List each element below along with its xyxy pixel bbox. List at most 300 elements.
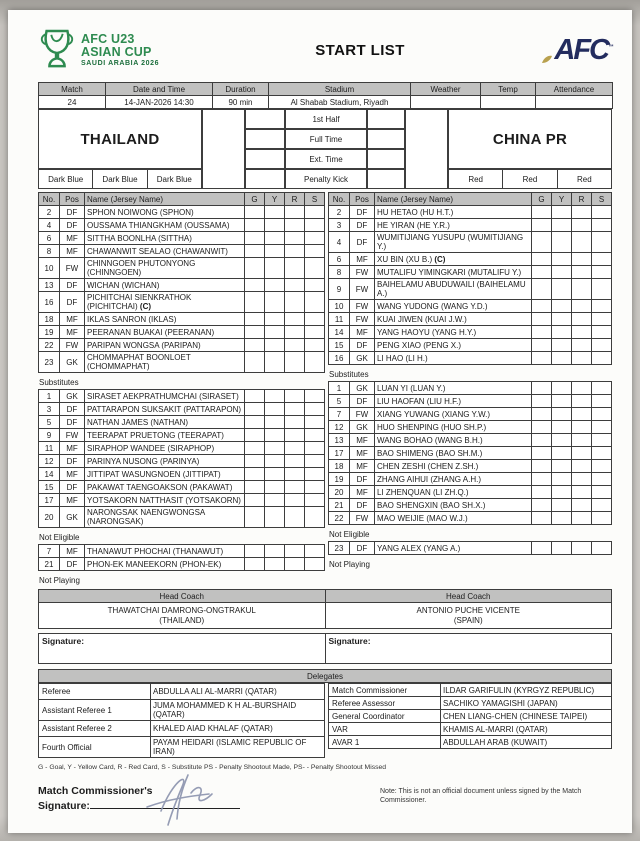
- goal-cell: [532, 232, 552, 253]
- substitute-cell: [592, 542, 612, 555]
- substitute-cell: [592, 232, 612, 253]
- player-position: GK: [60, 352, 85, 373]
- player-row: [329, 326, 612, 339]
- yellow-card-cell: [265, 352, 285, 373]
- red-card-cell: [572, 266, 592, 279]
- official-role: Assistant Referee 1: [39, 700, 151, 721]
- player-number: 19: [329, 473, 350, 486]
- player-position: MF: [60, 326, 85, 339]
- goal-cell: [532, 313, 552, 326]
- match-date-time: 14-JAN-2026 14:30: [106, 96, 213, 109]
- player-name: [375, 339, 532, 352]
- yellow-card-cell: [265, 279, 285, 292]
- substitute-cell: [592, 219, 612, 232]
- player-name: [375, 447, 532, 460]
- match-stadium: Al Shabab Stadium, Riyadh: [269, 96, 411, 109]
- red-card-cell: [285, 232, 305, 245]
- red-card-cell: [285, 507, 305, 528]
- player-position: FW: [60, 258, 85, 279]
- yellow-card-cell: [552, 326, 572, 339]
- player-number: 22: [329, 512, 350, 525]
- handwritten-signature: [133, 771, 243, 829]
- player-name: [375, 434, 532, 447]
- yellow-card-cell: [552, 395, 572, 408]
- goal-cell: [532, 300, 552, 313]
- goal-cell: [532, 499, 552, 512]
- substitute-cell: [592, 313, 612, 326]
- mc-signature-label-line2: Signature:: [38, 800, 90, 812]
- tournament-name-line1: AFC U23: [81, 32, 135, 47]
- away-coach-country: (SPAIN): [453, 615, 483, 625]
- red-header: R: [285, 193, 305, 206]
- player-name: [85, 245, 245, 258]
- red-card-cell: [572, 395, 592, 408]
- player-number: 17: [39, 494, 60, 507]
- goal-cell: [245, 279, 265, 292]
- player-number: 20: [39, 507, 60, 528]
- red-card-cell: [572, 339, 592, 352]
- player-number: 18: [329, 460, 350, 473]
- substitute-cell: [305, 219, 325, 232]
- player-position: DF: [60, 219, 85, 232]
- player-number: 8: [39, 245, 60, 258]
- goal-cell: [245, 232, 265, 245]
- player-row: [39, 206, 325, 219]
- yellow-card-cell: [552, 408, 572, 421]
- home-starting-table: [38, 192, 325, 373]
- substitute-cell: [305, 403, 325, 416]
- substitute-cell: [305, 292, 325, 313]
- player-position: FW: [350, 279, 375, 300]
- player-number: 21: [39, 558, 60, 571]
- player-name: [375, 266, 532, 279]
- red-card-cell: [572, 253, 592, 266]
- player-name-text: NATHAN JAMES (NATHAN): [87, 417, 189, 427]
- yellow-card-cell: [552, 434, 572, 447]
- player-row: [39, 219, 325, 232]
- red-card-cell: [572, 434, 592, 447]
- player-row: [39, 390, 325, 403]
- player-name: [375, 382, 532, 395]
- officials-section: [38, 683, 612, 758]
- official-row: [39, 700, 325, 721]
- player-position: DF: [60, 292, 85, 313]
- substitute-cell: [305, 232, 325, 245]
- player-name: [85, 403, 245, 416]
- goal-cell: [245, 455, 265, 468]
- first-half-away-score-box: [367, 109, 405, 129]
- match-info-value-row: [39, 96, 613, 109]
- red-card-cell: [572, 473, 592, 486]
- substitute-cell: [305, 429, 325, 442]
- footer: [38, 785, 612, 812]
- player-position: MF: [350, 486, 375, 499]
- substitute-cell: [592, 266, 612, 279]
- player-name: [375, 512, 532, 525]
- player-number: 11: [39, 442, 60, 455]
- goal-cell: [532, 486, 552, 499]
- player-number: 5: [329, 395, 350, 408]
- yellow-card-cell: [265, 494, 285, 507]
- player-number: 23: [329, 542, 350, 555]
- red-card-cell: [572, 300, 592, 313]
- player-name: [85, 558, 245, 571]
- yellow-card-cell: [265, 558, 285, 571]
- player-row: [39, 494, 325, 507]
- yellow-card-cell: [552, 219, 572, 232]
- goal-cell: [245, 352, 265, 373]
- yellow-card-cell: [265, 507, 285, 528]
- officials-left-table: [38, 683, 325, 758]
- red-card-cell: [285, 416, 305, 429]
- yellow-card-cell: [265, 545, 285, 558]
- player-name-text: TEERAPAT PRUETONG (TEERAPAT): [87, 430, 224, 440]
- player-name-text: HU HETAO (HU H.T.): [377, 207, 454, 217]
- yellow-card-cell: [552, 542, 572, 555]
- player-name: [85, 494, 245, 507]
- red-card-cell: [285, 494, 305, 507]
- player-row: [39, 429, 325, 442]
- player-row: [329, 253, 612, 266]
- red-card-cell: [285, 481, 305, 494]
- yellow-card-cell: [265, 455, 285, 468]
- player-name-text: IKLAS SANRON (IKLAS): [87, 314, 177, 324]
- player-name-text: PHON-EK MANEEKORN (PHON-EK): [87, 559, 222, 569]
- official-role: AVAR 1: [329, 736, 441, 749]
- stadium-header: Stadium: [269, 83, 411, 96]
- player-name: [375, 460, 532, 473]
- pos-header: Pos: [350, 193, 375, 206]
- player-number: 4: [329, 232, 350, 253]
- red-card-cell: [572, 512, 592, 525]
- player-name: [85, 339, 245, 352]
- player-number: 7: [329, 408, 350, 421]
- goal-cell: [245, 258, 265, 279]
- player-position: DF: [60, 403, 85, 416]
- player-position: DF: [350, 339, 375, 352]
- player-position: DF: [350, 473, 375, 486]
- player-position: FW: [60, 339, 85, 352]
- penalty-kick-label: Penalty Kick: [285, 169, 367, 189]
- red-card-cell: [572, 382, 592, 395]
- yellow-card-cell: [265, 258, 285, 279]
- red-card-cell: [572, 499, 592, 512]
- player-position: FW: [350, 512, 375, 525]
- substitute-cell: [592, 382, 612, 395]
- pos-header: Pos: [60, 193, 85, 206]
- player-name: [85, 429, 245, 442]
- match-commissioner-signature: [38, 785, 358, 812]
- player-number: 20: [329, 486, 350, 499]
- start-list-document: [8, 10, 632, 833]
- yellow-card-cell: [265, 416, 285, 429]
- player-number: 10: [39, 258, 60, 279]
- substitute-cell: [305, 258, 325, 279]
- player-row: [39, 339, 325, 352]
- goal-cell: [245, 507, 265, 528]
- player-name-text: PAKAWAT TAENGOAKSON (PAKAWAT): [87, 482, 233, 492]
- player-position: DF: [60, 455, 85, 468]
- player-name-text: LI ZHENQUAN (LI ZH.Q.): [377, 487, 469, 497]
- player-position: MF: [60, 545, 85, 558]
- player-row: [39, 326, 325, 339]
- yellow-card-cell: [552, 382, 572, 395]
- goal-cell: [245, 481, 265, 494]
- substitute-cell: [592, 460, 612, 473]
- player-number: 6: [39, 232, 60, 245]
- delegates-title: Delegates: [39, 670, 612, 683]
- player-position: MF: [350, 447, 375, 460]
- player-row: [39, 455, 325, 468]
- player-name: [375, 279, 532, 300]
- player-position: FW: [350, 266, 375, 279]
- player-row: [329, 339, 612, 352]
- away-kit-color-3: Red: [557, 169, 612, 189]
- red-card-cell: [285, 468, 305, 481]
- player-name: [85, 326, 245, 339]
- substitute-cell: [305, 442, 325, 455]
- captain-mark: (C): [434, 254, 446, 264]
- official-role: Assistant Referee 2: [39, 721, 151, 737]
- player-row: [39, 507, 325, 528]
- sub-header: S: [592, 193, 612, 206]
- red-card-cell: [572, 460, 592, 473]
- player-number: 4: [39, 219, 60, 232]
- substitute-cell: [592, 499, 612, 512]
- player-row: [329, 542, 612, 555]
- yellow-card-cell: [265, 481, 285, 494]
- goal-cell: [245, 429, 265, 442]
- red-card-cell: [285, 245, 305, 258]
- player-position: DF: [350, 499, 375, 512]
- player-number: 6: [329, 253, 350, 266]
- player-name-text: PATTARAPON SUKSAKIT (PATTARAPON): [87, 404, 242, 414]
- player-position: DF: [60, 416, 85, 429]
- yellow-card-cell: [265, 219, 285, 232]
- player-position: DF: [350, 219, 375, 232]
- player-position: DF: [60, 558, 85, 571]
- goal-cell: [532, 542, 552, 555]
- player-number: 16: [39, 292, 60, 313]
- yellow-card-cell: [552, 300, 572, 313]
- yellow-card-cell: [265, 429, 285, 442]
- player-name: [85, 292, 245, 313]
- player-name: [375, 313, 532, 326]
- yellow-card-cell: [265, 468, 285, 481]
- player-row: [39, 352, 325, 373]
- full-time-home-score-box: [245, 129, 285, 149]
- substitute-cell: [305, 416, 325, 429]
- player-row: [329, 382, 612, 395]
- yellow-card-cell: [265, 339, 285, 352]
- yellow-card-cell: [265, 245, 285, 258]
- goal-cell: [532, 434, 552, 447]
- player-name: [85, 232, 245, 245]
- match-weather: [411, 96, 481, 109]
- away-not-playing-label: Not Playing: [329, 560, 370, 569]
- player-number: 9: [329, 279, 350, 300]
- player-number: 12: [39, 455, 60, 468]
- player-number: 15: [39, 481, 60, 494]
- red-card-cell: [285, 279, 305, 292]
- goal-cell: [245, 292, 265, 313]
- yellow-card-cell: [552, 473, 572, 486]
- away-column: [328, 192, 612, 587]
- substitute-cell: [305, 455, 325, 468]
- teams-score-section: [38, 109, 612, 189]
- goal-cell: [532, 352, 552, 365]
- goal-cell: [245, 390, 265, 403]
- player-position: DF: [350, 542, 375, 555]
- afc-logo-leaf-icon: [540, 54, 554, 64]
- away-coach-name: ANTONIO PUCHE VICENTE: [416, 605, 520, 615]
- match-duration: 90 min: [213, 96, 269, 109]
- score-spacer-right: [405, 109, 448, 189]
- match-attendance: [536, 96, 613, 109]
- home-coach-name: THAWATCHAI DAMRONG-ONGTRAKUL: [107, 605, 256, 615]
- player-name: [85, 206, 245, 219]
- player-name: [375, 408, 532, 421]
- player-position: FW: [350, 408, 375, 421]
- player-name-text: MAO WEIJIE (MAO W.J.): [377, 513, 468, 523]
- attendance-header: Attendance: [536, 83, 613, 96]
- away-coach-signature-box: Signature:: [325, 634, 612, 664]
- substitute-cell: [592, 408, 612, 421]
- match-header: Match: [39, 83, 106, 96]
- official-role: VAR: [329, 723, 441, 736]
- player-number: 19: [39, 326, 60, 339]
- player-table-header-row: [329, 193, 612, 206]
- player-number: 15: [329, 339, 350, 352]
- player-position: MF: [60, 468, 85, 481]
- official-row: [39, 684, 325, 700]
- player-row: [39, 545, 325, 558]
- player-position: GK: [350, 352, 375, 365]
- yellow-card-cell: [552, 421, 572, 434]
- goal-cell: [532, 447, 552, 460]
- away-kit-color-2: Red: [502, 169, 557, 189]
- player-name-text: YANG ALEX (YANG A.): [377, 543, 461, 553]
- goal-cell: [532, 219, 552, 232]
- red-header: R: [572, 193, 592, 206]
- substitute-cell: [592, 486, 612, 499]
- player-name-text: CHAWANWIT SEALAO (CHAWANWIT): [87, 246, 228, 256]
- match-info-header-row: [39, 83, 613, 96]
- substitute-cell: [592, 434, 612, 447]
- player-row: [329, 499, 612, 512]
- goal-cell: [532, 395, 552, 408]
- away-kit-colors: [448, 169, 612, 189]
- player-row: [329, 512, 612, 525]
- red-card-cell: [285, 545, 305, 558]
- substitute-cell: [592, 352, 612, 365]
- home-team-name: THAILAND: [38, 109, 202, 169]
- substitute-cell: [305, 339, 325, 352]
- player-position: DF: [350, 206, 375, 219]
- player-row: [329, 266, 612, 279]
- player-number: 16: [329, 352, 350, 365]
- red-card-cell: [285, 206, 305, 219]
- delegates-header: [38, 669, 612, 683]
- red-card-cell: [285, 258, 305, 279]
- official-row: [329, 723, 612, 736]
- player-position: MF: [350, 434, 375, 447]
- date-time-header: Date and Time: [106, 83, 213, 96]
- home-kit-color-2: Dark Blue: [92, 169, 147, 189]
- player-number: 11: [329, 313, 350, 326]
- goal-cell: [245, 339, 265, 352]
- player-row: [329, 313, 612, 326]
- player-row: [329, 421, 612, 434]
- official-name: KHALED AIAD KHALAF (QATAR): [151, 721, 325, 737]
- yellow-card-cell: [552, 279, 572, 300]
- red-card-cell: [572, 279, 592, 300]
- player-number: 7: [39, 545, 60, 558]
- player-row: [39, 232, 325, 245]
- yellow-card-cell: [265, 313, 285, 326]
- player-row: [329, 473, 612, 486]
- home-not-playing-label: Not Playing: [39, 576, 80, 585]
- document-header: [38, 24, 612, 76]
- red-card-cell: [285, 326, 305, 339]
- yellow-card-cell: [552, 447, 572, 460]
- official-name: CHEN LIANG-CHEN (CHINESE TAIPEI): [441, 710, 612, 723]
- player-number: 9: [39, 429, 60, 442]
- player-number: 13: [39, 279, 60, 292]
- substitute-cell: [305, 390, 325, 403]
- player-name-text: WUMITIJIANG YUSUPU (WUMITIJIANG Y.): [377, 233, 524, 251]
- red-card-cell: [285, 429, 305, 442]
- goal-cell: [532, 421, 552, 434]
- red-card-cell: [572, 352, 592, 365]
- player-name-text: NARONGSAK NAENGWONGSA (NARONGSAK): [87, 508, 205, 526]
- yellow-card-cell: [552, 486, 572, 499]
- player-number: 8: [329, 266, 350, 279]
- player-number: 17: [329, 447, 350, 460]
- substitute-cell: [305, 206, 325, 219]
- player-name-text: WICHAN (WICHAN): [87, 280, 160, 290]
- player-name-text: PEERANAN BUAKAI (PEERANAN): [87, 327, 215, 337]
- substitute-cell: [305, 326, 325, 339]
- goal-cell: [532, 339, 552, 352]
- player-position: GK: [60, 390, 85, 403]
- substitute-cell: [592, 300, 612, 313]
- player-name-text: PARINYA NUSONG (PARINYA): [87, 456, 200, 466]
- red-card-cell: [285, 403, 305, 416]
- player-row: [39, 468, 325, 481]
- player-name: [85, 545, 245, 558]
- player-lists: [38, 192, 612, 587]
- home-substitutes-table: [38, 389, 325, 528]
- player-row: [329, 279, 612, 300]
- player-position: FW: [350, 313, 375, 326]
- player-position: MF: [60, 494, 85, 507]
- player-name-text: PENG XIAO (PENG X.): [377, 340, 462, 350]
- player-position: DF: [60, 279, 85, 292]
- yellow-card-cell: [265, 292, 285, 313]
- substitute-cell: [305, 313, 325, 326]
- name-header: Name (Jersey Name): [85, 193, 245, 206]
- yellow-card-cell: [265, 326, 285, 339]
- red-card-cell: [285, 352, 305, 373]
- home-not-eligible-label: Not Eligible: [39, 533, 80, 542]
- yellow-card-cell: [552, 253, 572, 266]
- red-card-cell: [572, 408, 592, 421]
- player-name-text: THANAWUT PHOCHAI (THANAWUT): [87, 546, 224, 556]
- player-number: 3: [39, 403, 60, 416]
- goal-cell: [245, 245, 265, 258]
- afc-logo: [492, 34, 612, 67]
